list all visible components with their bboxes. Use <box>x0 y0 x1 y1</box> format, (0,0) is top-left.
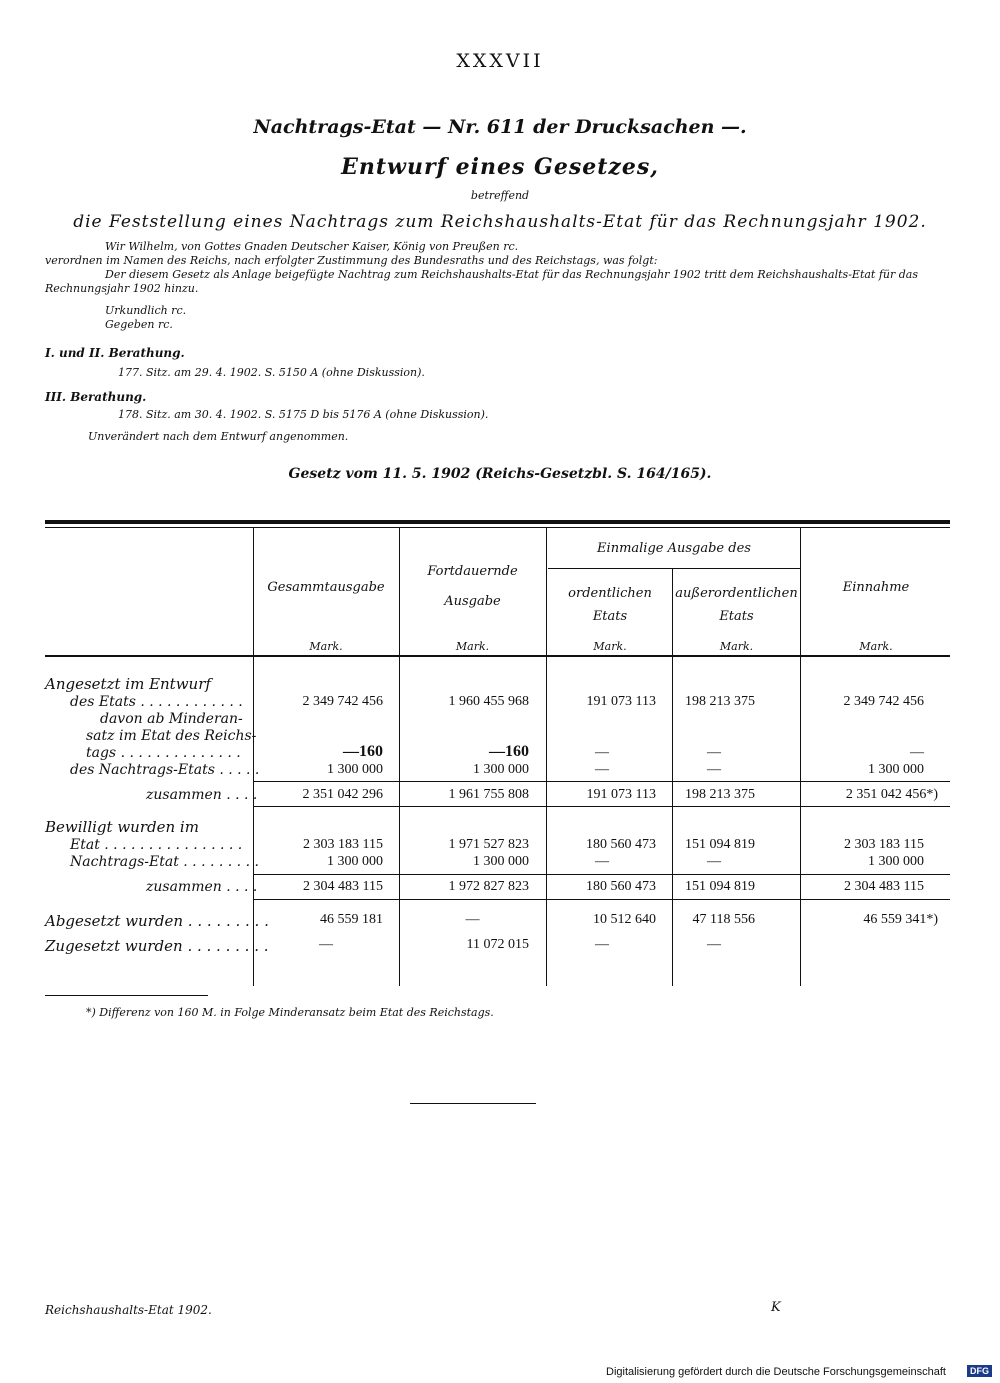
table-cell: — <box>707 745 721 760</box>
table-cell: — <box>707 937 721 952</box>
table-cell: 1 971 527 823 <box>448 837 529 852</box>
table-cell: 1 972 827 823 <box>448 879 529 894</box>
end-rule <box>410 1103 536 1104</box>
label-tags: tags . . . . . . . . . . . . . . <box>86 745 241 761</box>
bill-heading: Entwurf eines Gesetzes, <box>341 154 659 180</box>
table-cell: 10 512 640 <box>593 912 656 927</box>
table-header-rule <box>45 655 950 657</box>
table-cell: — <box>465 912 480 927</box>
table-cell: 1 300 000 <box>868 854 924 869</box>
unit-mark: Mark. <box>719 640 754 653</box>
law-reference: Gesetz vom 11. 5. 1902 (Reichs-Gesetzbl. S. 164/165). <box>288 466 712 482</box>
sum-rule <box>253 806 950 807</box>
table-cell: 1 300 000 <box>868 762 924 777</box>
preamble-line-5: Urkundlich rc. <box>105 304 187 317</box>
header-gesammtausgabe: Gesammtausgabe <box>267 580 385 595</box>
table-cell: 46 559 181 <box>320 912 383 927</box>
preamble-line-4: Rechnungsjahr 1902 hinzu. <box>45 282 199 295</box>
table-cell: —160 <box>489 743 529 760</box>
session-text-3: 178. Sitz. am 30. 4. 1902. S. 5175 D bis 5176 A (ohne Diskussion). <box>118 408 489 421</box>
table-cell: 1 300 000 <box>327 854 383 869</box>
label-nachtrag: des Nachtrags-Etats . . . . . <box>70 762 260 778</box>
unit-mark: Mark. <box>859 640 893 653</box>
label-nachtrags-etat: Nachtrags-Etat . . . . . . . . . <box>70 854 259 870</box>
label-angesetzt: Angesetzt im Entwurf <box>45 675 211 693</box>
table-cell: 1 960 455 968 <box>448 694 529 709</box>
label-des-etats: des Etats . . . . . . . . . . . . <box>70 694 243 710</box>
table-cell: 2 349 742 456 <box>843 694 924 709</box>
table-cell: — <box>595 937 609 952</box>
document-title: Nachtrags-Etat — Nr. 611 der Drucksachen —. <box>253 116 747 138</box>
header-fortdauernde: Fortdauernde <box>427 564 518 579</box>
footer-source: Reichshaushalts-Etat 1902. <box>45 1303 212 1317</box>
table-cell: 11 072 015 <box>466 937 529 952</box>
table-cell: 1 961 755 808 <box>448 787 529 802</box>
table-top-rule <box>45 520 950 524</box>
footnote: *) Differenz von 160 M. in Folge Minderansatz beim Etat des Reichstags. <box>86 1006 494 1019</box>
footnote-rule <box>45 995 208 996</box>
table-cell: 180 560 473 <box>586 837 656 852</box>
group-header-rule <box>548 568 800 569</box>
table-cell: — <box>707 854 721 869</box>
table-cell: 46 559 341*) <box>863 912 938 927</box>
bill-subject: die Feststellung eines Nachtrags zum Reichshaushalts-Etat für das Rechnungsjahr 1902. <box>73 212 927 232</box>
table-cell: — <box>910 745 924 760</box>
table-cell: 2 351 042 296 <box>302 787 383 802</box>
session-text-1-2: 177. Sitz. am 29. 4. 1902. S. 5150 A (ohne Diskussion). <box>118 366 425 379</box>
label-abgesetzt: Abgesetzt wurden . . . . . . . . . <box>45 912 269 930</box>
unit-mark: Mark. <box>455 640 490 653</box>
header-einnahme: Einnahme <box>842 580 910 595</box>
page-number: XXXVII <box>456 50 544 72</box>
dfg-logo: DFG <box>967 1365 992 1377</box>
table-cell: — <box>319 937 333 952</box>
label-davon: davon ab Minderan- <box>100 711 243 727</box>
table-cell: 2 304 483 115 <box>844 879 924 894</box>
column-divider <box>399 528 400 986</box>
header-ausgabe: Ausgabe <box>444 594 501 609</box>
concerning-label: betreffend <box>470 189 530 202</box>
column-divider <box>800 528 801 986</box>
sum-rule <box>253 899 950 900</box>
table-cell: 1 300 000 <box>473 854 529 869</box>
sum-rule <box>253 874 950 875</box>
unit-mark: Mark. <box>593 640 627 653</box>
table-cell: 2 303 183 115 <box>303 837 383 852</box>
table-cell: 198 213 375 <box>685 787 755 802</box>
session-result: Unverändert nach dem Entwurf angenommen. <box>88 430 349 443</box>
table-cell: — <box>595 745 609 760</box>
label-zusammen: zusammen . . . . <box>146 787 258 803</box>
header-ausserordentlichen-etats: Etats <box>719 609 754 624</box>
session-heading-1-2: I. und II. Berathung. <box>45 346 185 360</box>
signature-mark: K <box>771 1300 781 1315</box>
dfg-credit: Digitalisierung gefördert durch die Deutsche Forschungsgemeinschaft <box>606 1366 946 1378</box>
table-top-rule-thin <box>45 527 950 528</box>
session-heading-3: III. Berathung. <box>45 390 147 404</box>
table-cell: — <box>595 854 609 869</box>
header-einmalige: Einmalige Ausgabe des <box>597 541 751 556</box>
table-cell: 1 300 000 <box>327 762 383 777</box>
header-ordentlichen: ordentlichen <box>568 586 652 601</box>
table-cell: 191 073 113 <box>586 694 656 709</box>
table-cell: 198 213 375 <box>685 694 755 709</box>
preamble-line-2: verordnen im Namen des Reichs, nach erfolgter Zustimmung des Bundesraths und des Reichstags, was folgt: <box>45 254 658 267</box>
table-cell: 151 094 819 <box>685 879 755 894</box>
table-cell: —160 <box>343 743 383 760</box>
label-satz: satz im Etat des Reichs- <box>86 728 257 744</box>
table-cell: 180 560 473 <box>586 879 656 894</box>
table-cell: — <box>707 762 721 777</box>
table-cell: 2 304 483 115 <box>303 879 383 894</box>
table-cell: 2 303 183 115 <box>844 837 924 852</box>
table-cell: 2 351 042 456*) <box>845 787 938 802</box>
preamble-line-3: Der diesem Gesetz als Anlage beigefügte Nachtrag zum Reichshaushalts-Etat für das Rechnungsjahr 1902 tritt dem Reichshaushalts-Etat für das <box>105 268 919 281</box>
header-ordentlichen-etats: Etats <box>592 609 628 624</box>
table-cell: 191 073 113 <box>586 787 656 802</box>
header-ausserordentlichen: außerordentlichen <box>675 586 798 601</box>
table-cell: 151 094 819 <box>685 837 755 852</box>
table-cell: 47 118 556 <box>692 912 755 927</box>
label-etat: Etat . . . . . . . . . . . . . . . . <box>70 837 243 853</box>
preamble-line-1: Wir Wilhelm, von Gottes Gnaden Deutscher Kaiser, König von Preußen rc. <box>105 240 519 253</box>
table-cell: — <box>595 762 609 777</box>
table-cell: 1 300 000 <box>473 762 529 777</box>
preamble-line-6: Gegeben rc. <box>105 318 173 331</box>
unit-mark: Mark. <box>309 640 343 653</box>
label-zusammen: zusammen . . . . <box>146 879 258 895</box>
column-divider <box>546 528 547 986</box>
sum-rule <box>253 781 950 782</box>
label-zugesetzt: Zugesetzt wurden . . . . . . . . . <box>45 937 269 955</box>
label-bewilligt: Bewilligt wurden im <box>45 818 199 836</box>
table-cell: 2 349 742 456 <box>302 694 383 709</box>
